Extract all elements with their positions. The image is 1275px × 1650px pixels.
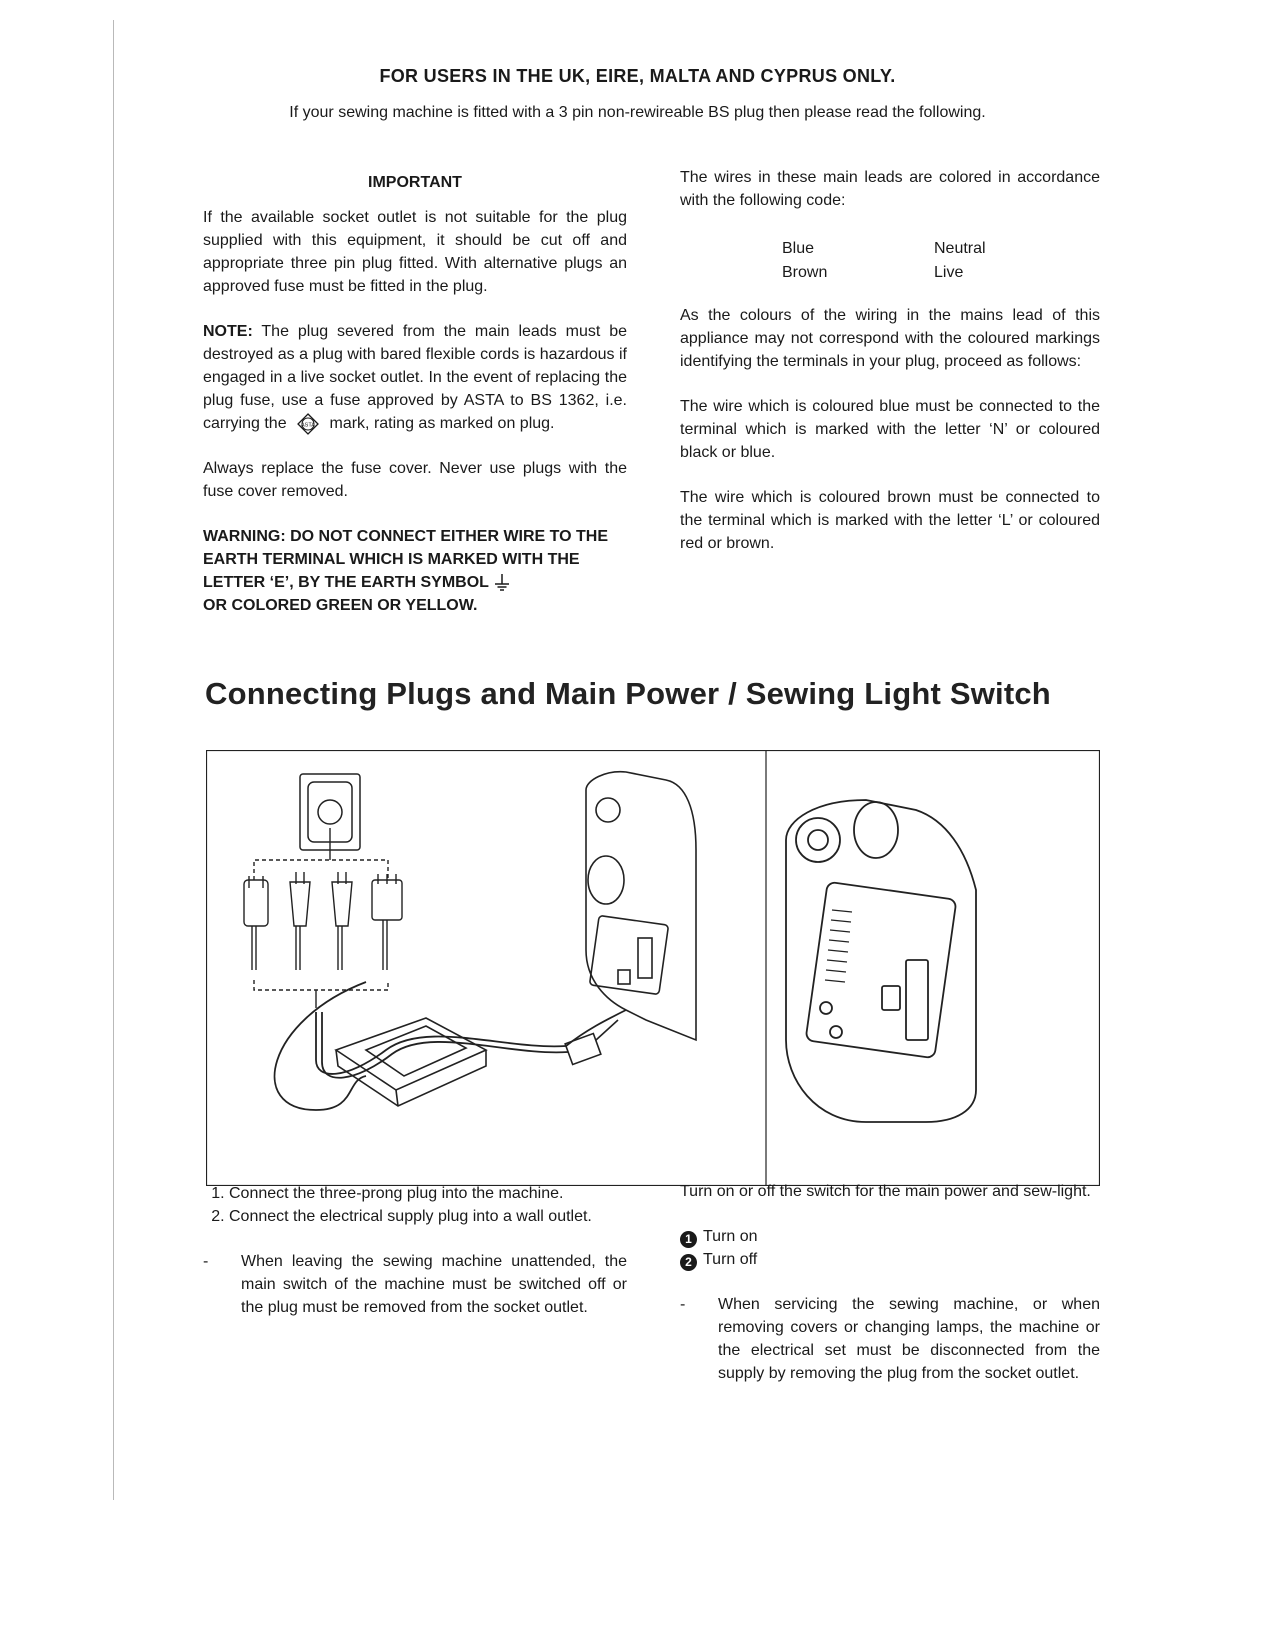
switch-items xyxy=(680,1225,1100,1271)
wire-code-intro: The wires in these main leads are colored in accordance with the following code: xyxy=(680,169,1100,209)
unattended-note-text: When leaving the sewing machine unattended, the main switch of the machine must be switched off or the plug must be removed from the socket outlet. xyxy=(241,1253,627,1316)
wire-meaning: Live xyxy=(934,264,964,281)
sewing-machine-side-icon xyxy=(586,772,696,1040)
wire-code-table xyxy=(780,236,988,286)
foot-pedal-icon xyxy=(336,1018,486,1106)
instructions-left xyxy=(203,1182,627,1319)
dash-marker: - xyxy=(680,1296,686,1313)
power-connection-illustration xyxy=(206,750,1100,1186)
asta-mark-icon xyxy=(297,413,319,435)
plug-types-icon xyxy=(244,828,402,1008)
switch-item xyxy=(680,1225,1100,1248)
right-column-lower xyxy=(680,304,1100,555)
sewing-machine-closeup-icon xyxy=(786,800,976,1122)
brown-wire-para: The wire which is coloured brown must be connected to the terminal which is marked with the letter ‘L’ or coloured red or brown. xyxy=(680,489,1100,552)
dash-marker: - xyxy=(203,1253,209,1270)
step-item: 1. Connect the three-prong plug into the machine. xyxy=(229,1182,627,1205)
plug-uk-icon xyxy=(372,874,402,970)
right-column xyxy=(680,166,1100,212)
important-title: IMPORTANT xyxy=(368,174,462,191)
uk-notice-heading: FOR USERS IN THE UK, EIRE, MALTA AND CYPRUS ONLY. xyxy=(379,66,896,86)
connection-steps xyxy=(203,1182,627,1228)
unattended-note xyxy=(203,1250,627,1319)
section-title: Connecting Plugs and Main Power / Sewing Light Switch xyxy=(205,676,1051,711)
switch-item-label: Turn off xyxy=(703,1251,758,1268)
plug-schuko-icon xyxy=(332,872,352,970)
note-label: NOTE: xyxy=(203,323,253,340)
plug-euro-icon xyxy=(290,872,310,970)
number-badge-icon: 2 xyxy=(680,1254,697,1271)
warning-para xyxy=(203,525,627,617)
note-text-1: The plug severed from the main leads must be destroyed as a plug with bared flexible cords is hazardous if engaged in a live socket outlet. In the event of replacing the plug fuse, use a fuse approved by ASTA to BS 1362, i.e. carrying the xyxy=(203,323,628,432)
number-badge-icon: 1 xyxy=(680,1231,697,1248)
earth-symbol-icon xyxy=(493,573,511,593)
servicing-note xyxy=(680,1293,1100,1385)
asta-mark-text: ASTA xyxy=(301,422,316,429)
plug-us-icon xyxy=(244,876,268,970)
blue-wire-para: The wire which is coloured blue must be connected to the terminal which is marked with the letter ‘N’ or coloured black or blue. xyxy=(680,398,1100,461)
wire-code-row xyxy=(782,238,986,260)
switch-item xyxy=(680,1248,1100,1271)
machine-connector-icon xyxy=(565,1020,618,1064)
step-item: 2. Connect the electrical supply plug into a wall outlet. xyxy=(229,1205,627,1228)
note-para xyxy=(203,320,627,435)
servicing-note-text: When servicing the sewing machine, or when removing covers or changing lamps, the machine or the electrical set must be disconnected from the supply by removing the plug from the socket outlet. xyxy=(718,1296,1100,1382)
colour-mismatch-para: As the colours of the wiring in the mains lead of this appliance may not correspond with the coloured markings identifying the terminals in your plug, proceed as follows: xyxy=(680,307,1100,370)
switch-item-label: Turn on xyxy=(703,1228,758,1245)
wire-meaning: Neutral xyxy=(934,240,986,257)
wire-color: Brown xyxy=(782,264,828,281)
switch-intro: Turn on or off the switch for the main power and sew-light. xyxy=(680,1183,1091,1200)
wire-color: Blue xyxy=(782,240,815,257)
fuse-cover-para: Always replace the fuse cover. Never use plugs with the fuse cover removed. xyxy=(203,460,627,500)
instructions-right xyxy=(680,1180,1100,1385)
note-text-2: mark, rating as marked on plug. xyxy=(329,415,555,432)
plug-para: If the available socket outlet is not suitable for the plug supplied with this equipment, it should be cut off and appropriate three pin plug fitted. With alternative plugs an approved fuse must be fitted in the plug. xyxy=(203,209,627,295)
warning-text-2: OR COLORED GREEN OR YELLOW. xyxy=(203,597,478,614)
warning-text-1: WARNING: DO NOT CONNECT EITHER WIRE TO THE EARTH TERMINAL WHICH IS MARKED WITH THE LETTER ‘E’, BY THE EARTH SYMBOL xyxy=(203,528,609,591)
uk-notice-intro: If your sewing machine is fitted with a 3 pin non-rewireable BS plug then please read the following. xyxy=(289,104,986,121)
scan-margin-line xyxy=(113,20,114,1500)
power-cord-icon xyxy=(275,982,626,1110)
left-column xyxy=(203,206,627,617)
wire-code-row xyxy=(782,262,986,284)
